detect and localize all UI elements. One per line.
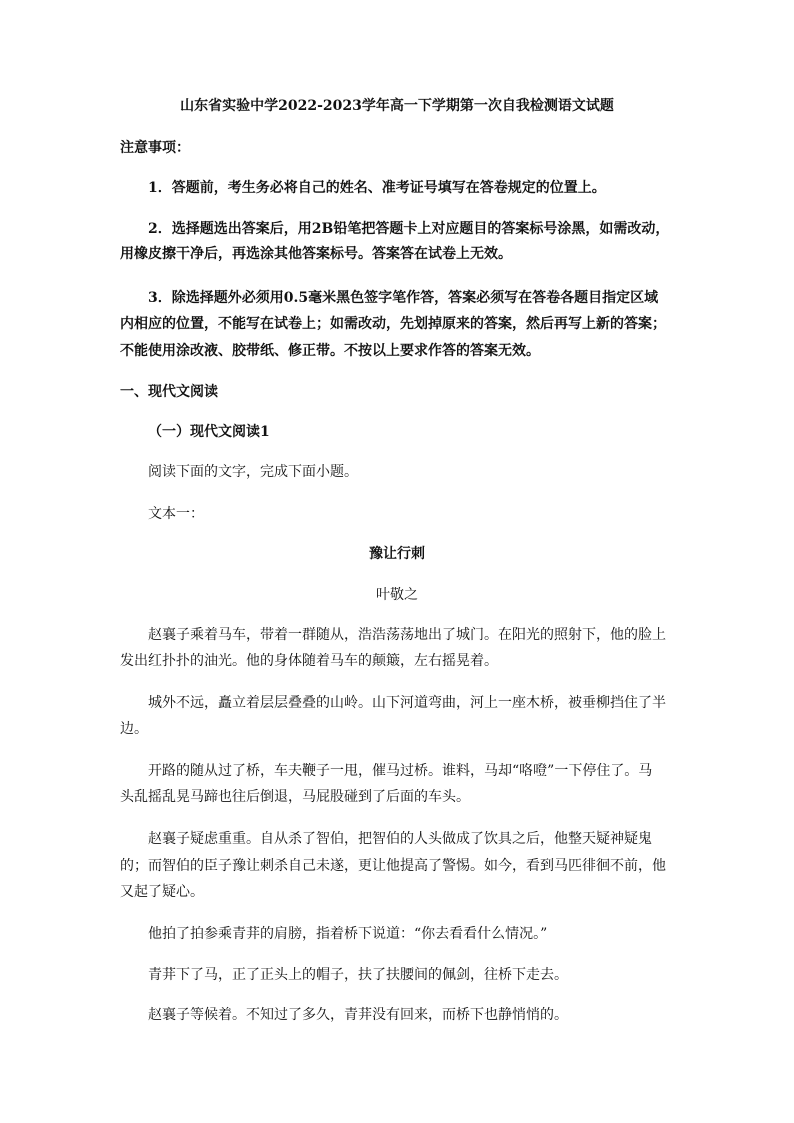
notice-line: 用橡皮擦干净后，再选涂其他答案标号。答案答在试卷上无效。 [120, 246, 512, 262]
body-line: 赵襄子疑虑重重。自从杀了智伯，把智伯的人头做成了饮具之后，他整天疑神疑鬼 [148, 831, 652, 847]
notice-line: 3．除选择题外必须用0.5毫米黑色签字笔作答，答案必须写在答卷各题目指定区域 [148, 290, 659, 306]
subsection-heading: （一）现代文阅读1 [148, 424, 270, 440]
notice-heading: 注意事项： [120, 140, 190, 156]
body-line: 赵襄子等候着。不知过了多久，青荓没有回来，而桥下也静悄悄的。 [148, 1007, 568, 1023]
section-heading: 一、现代文阅读 [120, 384, 218, 400]
body-line: 青荓下了马，正了正头上的帽子，扶了扶腰间的佩剑，往桥下走去。 [148, 967, 568, 983]
notice-line: 内相应的位置，不能写在试卷上；如需改动，先划掉原来的答案，然后再写上新的答案； [120, 316, 666, 332]
body-line: 赵襄子乘着马车，带着一群随从，浩浩荡荡地出了城门。在阳光的照射下，他的脸上 [148, 627, 666, 643]
notice-line: 1．答题前，考生务必将自己的姓名、准考证号填写在答卷规定的位置上。 [148, 180, 606, 196]
body-line: 头乱摇乱晃马蹄也往后倒退，马屁股碰到了后面的车头。 [120, 789, 470, 805]
notice-line: 不能使用涂改液、胶带纸、修正带。不按以上要求作答的答案无效。 [120, 343, 540, 359]
story-author: 叶敬之 [376, 587, 418, 603]
body-line: 城外不远，矗立着层层叠叠的山岭。山下河道弯曲，河上一座木桥，被垂柳挡住了半 [148, 695, 666, 711]
body-line: 开路的随从过了桥，车夫鞭子一甩，催马过桥。谁料，马却“咯噔”一下停住了。马 [148, 763, 653, 779]
body-line: 发出红扑扑的油光。他的身体随着马车的颠簸，左右摇晃着。 [120, 653, 498, 669]
notice-line: 2．选择题选出答案后，用2B铅笔把答题卡上对应题目的答案标号涂黑，如需改动， [148, 221, 670, 237]
text-label: 文本一： [148, 506, 204, 522]
body-line: 边。 [120, 721, 148, 737]
instruction-text: 阅读下面的文字，完成下面小题。 [148, 464, 358, 480]
body-line: 又起了疑心。 [120, 884, 204, 900]
body-line: 的；而智伯的臣子豫让刺杀自己未遂，更让他提高了警惕。如今，看到马匹徘徊不前，他 [120, 858, 666, 874]
story-title: 豫让行刺 [369, 546, 425, 562]
document-title: 山东省实验中学2022-2023学年高一下学期第一次自我检测语文试题 [180, 98, 614, 114]
body-line: 他拍了拍参乘青荓的肩膀，指着桥下说道：“你去看看什么情况。” [148, 926, 548, 942]
